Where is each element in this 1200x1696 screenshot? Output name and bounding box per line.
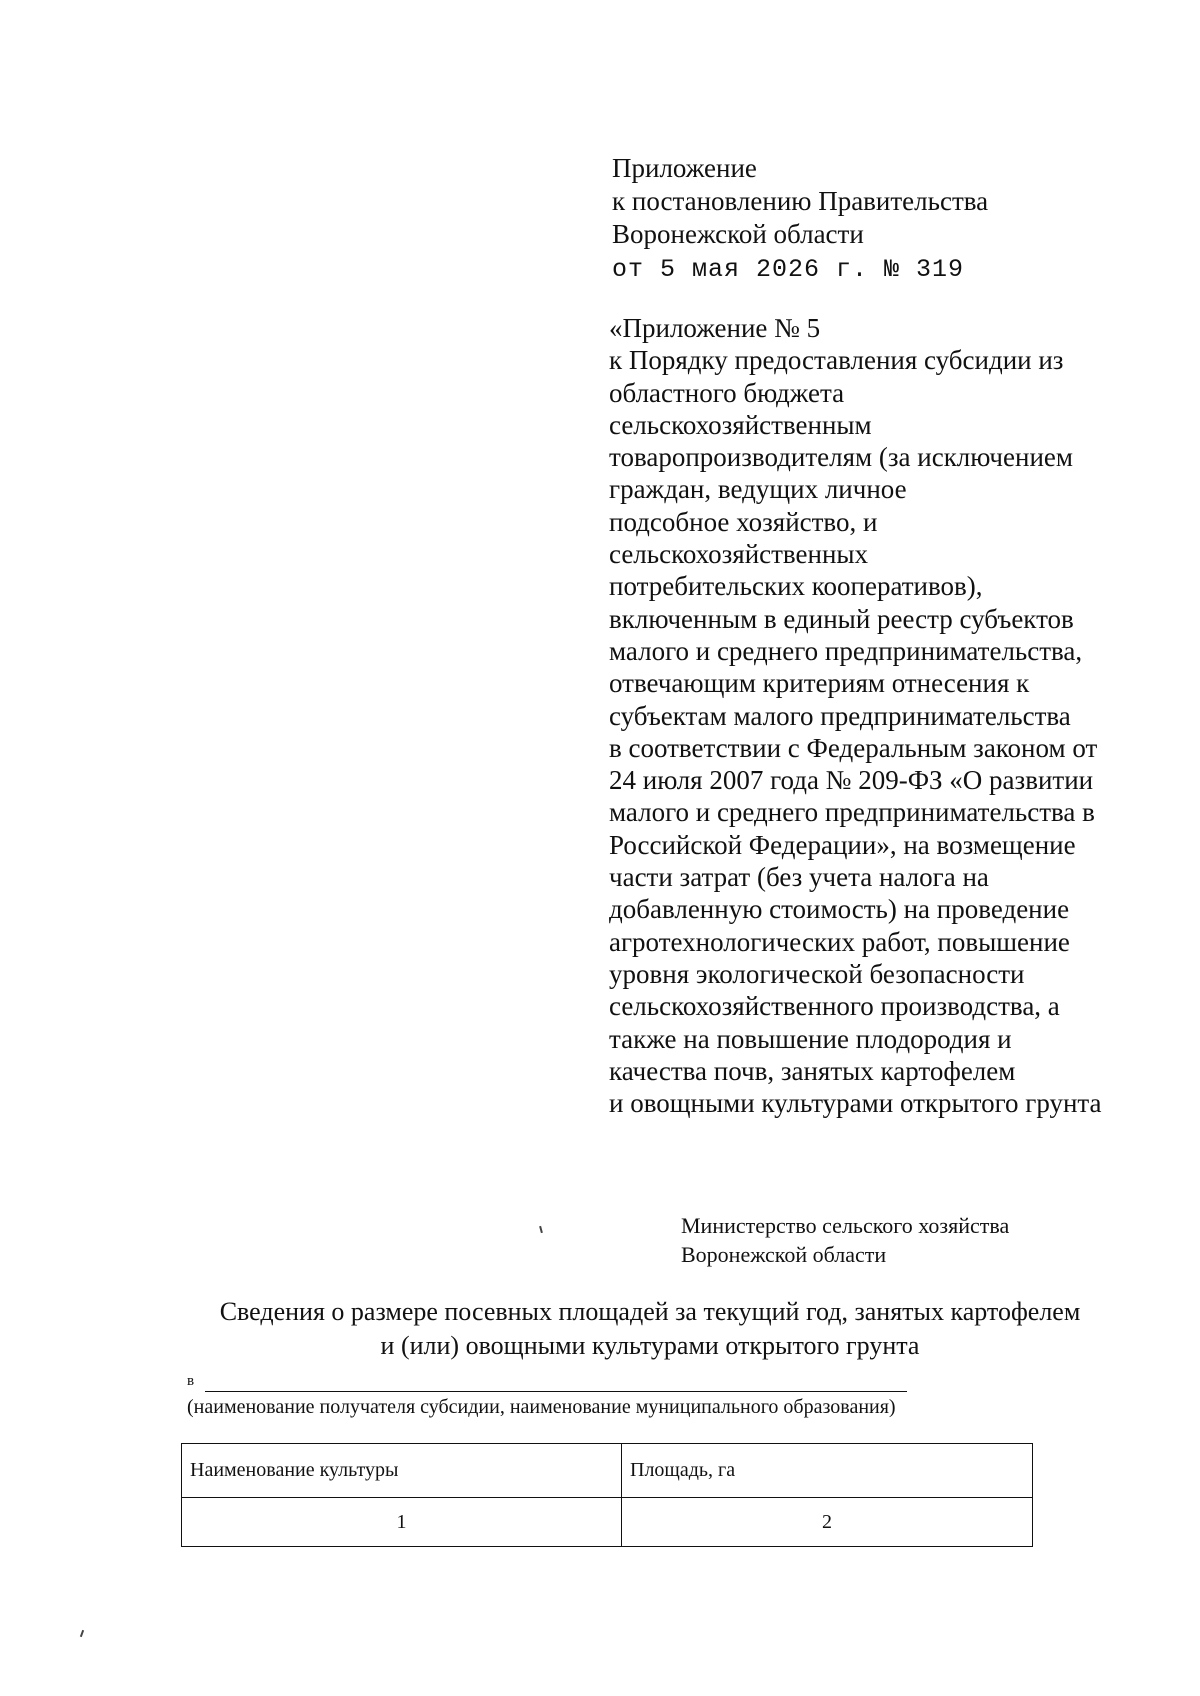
sub-annex-line: к Порядку предоставления субсидии из xyxy=(609,345,1064,376)
table-header-row xyxy=(182,1444,1033,1498)
sub-annex-line: включенным в единый реестр субъектов xyxy=(609,603,1074,634)
annex-date-line: от 5 мая 2026 г. № 319 xyxy=(612,255,965,284)
sub-annex-line: малого и среднего предпринимательства, xyxy=(609,635,1083,666)
annex-line: Приложение xyxy=(612,153,757,183)
recipient-field[interactable] xyxy=(187,1369,907,1395)
title-line: и (или) овощными культурами открытого грунта xyxy=(380,1331,920,1360)
crops-table xyxy=(181,1443,1033,1547)
scan-speck xyxy=(539,1226,543,1233)
sub-annex-header xyxy=(609,312,1169,1119)
sub-annex-line: также на повышение плодородия и xyxy=(609,1023,1012,1054)
sub-annex-line: агротехнологических работ, повышение xyxy=(609,926,1070,957)
table-cell: 1 xyxy=(182,1498,622,1547)
scan-speck xyxy=(80,1630,84,1637)
sub-annex-line: в соответствии с Федеральным законом от xyxy=(609,732,1098,763)
recipient-blank-line[interactable] xyxy=(205,1391,907,1392)
table-cell: 2 xyxy=(622,1498,1033,1547)
recipient-caption: (наименование получателя субсидии, наименование муниципального образования) xyxy=(187,1396,896,1418)
sub-annex-line: качества почв, занятых картофелем xyxy=(609,1055,1016,1086)
sub-annex-line: товаропроизводителям (за исключением xyxy=(609,442,1073,473)
sub-annex-line: субъектам малого предпринимательства xyxy=(609,700,1071,731)
addressee-block xyxy=(681,1211,1009,1269)
sub-annex-line: «Приложение № 5 xyxy=(609,313,821,343)
annex-header xyxy=(612,152,1172,286)
sub-annex-line: добавленную стоимость) на проведение xyxy=(609,894,1070,925)
sub-annex-line: сельскохозяйственных xyxy=(609,539,869,570)
recipient-prefix: в xyxy=(187,1373,195,1389)
sub-annex-line: потребительских кооперативов), xyxy=(609,571,983,602)
sub-annex-line: подсобное хозяйство, и xyxy=(609,506,878,537)
sub-annex-line: 24 июля 2007 года № 209-ФЗ «О развитии xyxy=(609,765,1094,796)
table-header-cell: Площадь, га xyxy=(622,1444,1033,1498)
title-line: Сведения о размере посевных площадей за текущий год, занятых картофелем xyxy=(219,1297,1081,1326)
annex-line: к постановлению Правительства xyxy=(612,186,989,216)
sub-annex-line: уровня экологической безопасности xyxy=(609,958,1025,989)
table-header-cell: Наименование культуры xyxy=(182,1444,622,1498)
document-title xyxy=(160,1295,1140,1363)
sub-annex-line: отвечающим критериям отнесения к xyxy=(609,668,1030,699)
annex-line: Воронежской области xyxy=(612,219,864,249)
sub-annex-line: сельскохозяйственного производства, а xyxy=(609,991,1060,1022)
addressee-line: Воронежской области xyxy=(681,1242,887,1267)
sub-annex-line: сельскохозяйственным xyxy=(609,409,872,440)
sub-annex-line: части затрат (без учета налога на xyxy=(609,862,989,893)
table-row xyxy=(182,1498,1033,1547)
sub-annex-line: граждан, ведущих личное xyxy=(609,474,907,505)
sub-annex-line: Российской Федерации», на возмещение xyxy=(609,829,1076,860)
sub-annex-line: и овощными культурами открытого грунта xyxy=(609,1088,1102,1119)
addressee-line: Министерство сельского хозяйства xyxy=(681,1213,1010,1238)
sub-annex-line: областного бюджета xyxy=(609,377,845,408)
sub-annex-line: малого и среднего предпринимательства в xyxy=(609,797,1095,828)
